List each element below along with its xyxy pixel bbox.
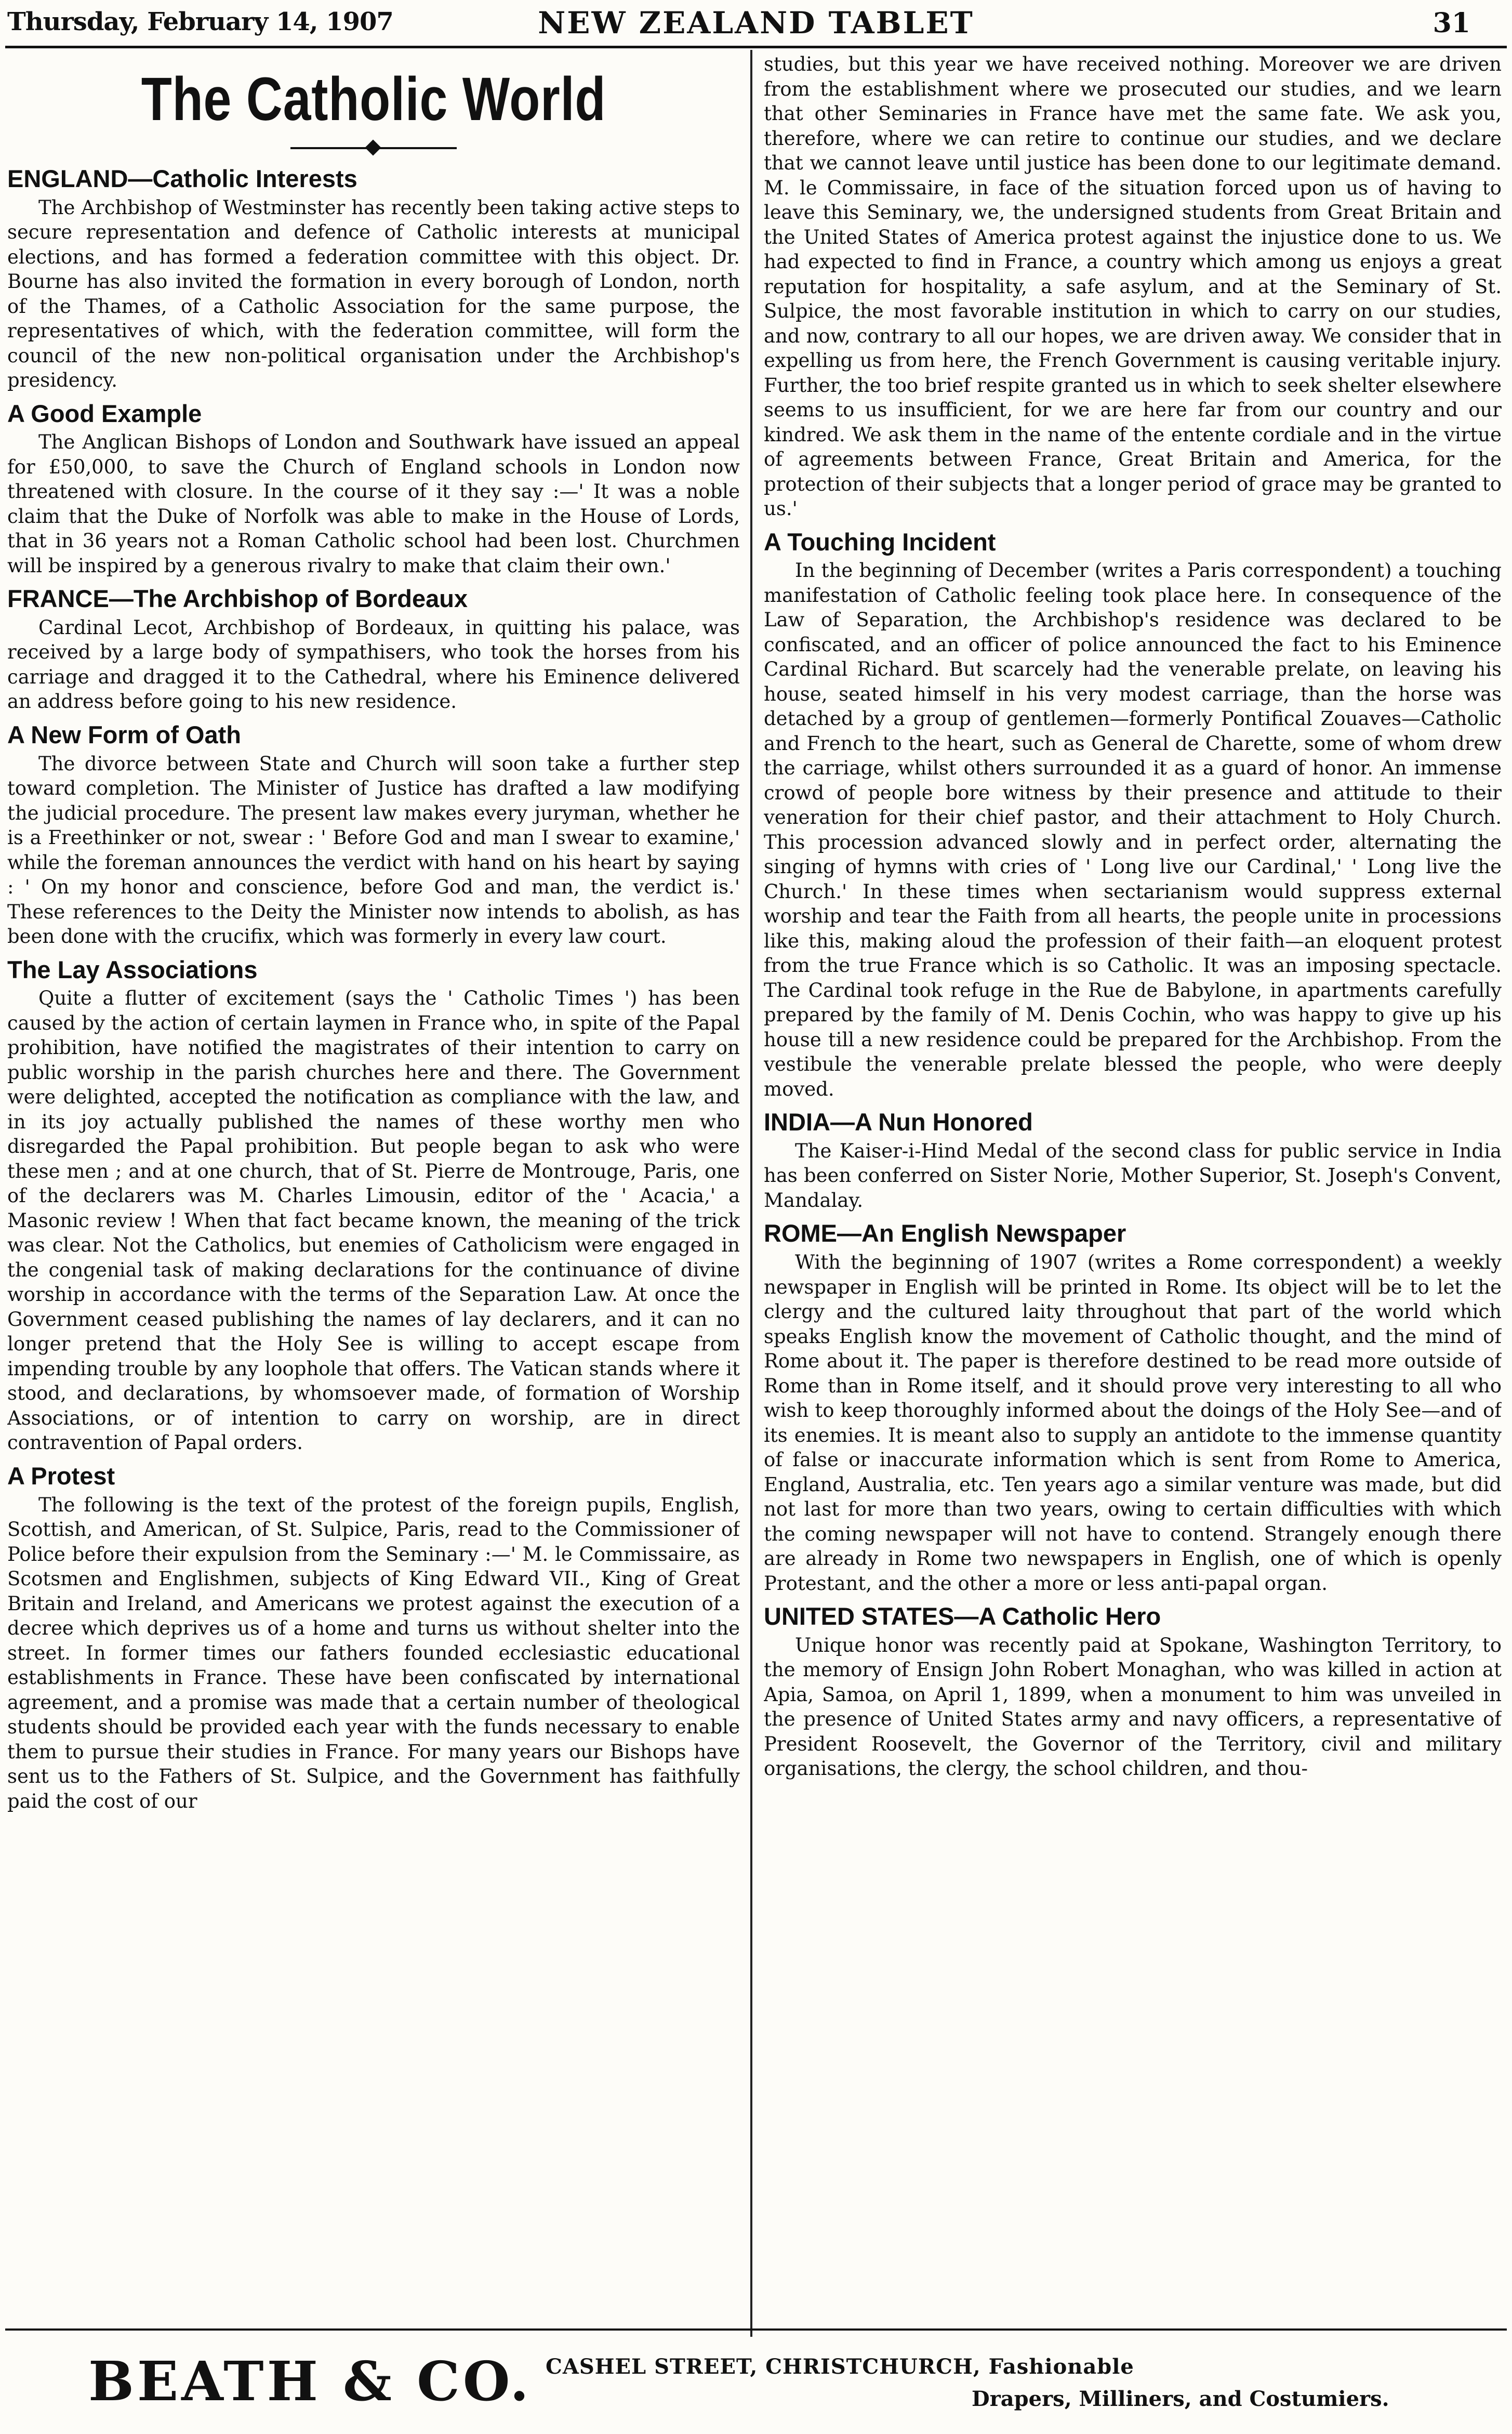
article-heading: ROME—An English Newspaper [764, 1219, 1126, 1247]
article-heading: A Protest [7, 1462, 115, 1490]
article-heading: A Touching Incident [764, 528, 996, 556]
article-paragraph: Quite a flutter of excitement (says the ' Catholic Times ') has been caused by the action of certain laymen in France who, in spite of the Papal prohibition, have notified the magistrates of their intention to carry on public worship in the parish churches here and there. The Government were delighted, accepted the notification as compliance with the law, and in its joy actually published the names of these worthy men who disregarded the Papal prohibition. But people began to ask who were these men ; and at one church, that of St. Pierre de Montrouge, Paris, one of the declarers was M. Charles Limousin, editor of the ' Acacia,' a Masonic review ! When that fact became known, the meaning of the trick was clear. Not the Catholics, but enemies of Catholicism were engaged in the congenial task of making declarations for the continuance of divine worship in accordance with the terms of the Separation Law. At once the Government ceased publishing the names of lay declarers, and it can no longer pretend that the Holy See is willing to accept escape from impending trouble by any loophole that offers. The Vatican stands where it stood, and declarations, by whomsoever made, of formation of Worship Associations, or of intention to carry on worship, are in direct contravention of Papal orders. [7, 987, 740, 1454]
advertiser-trade: Drapers, Milliners, and Costumiers. [972, 2387, 1389, 2411]
article-paragraph: With the beginning of 1907 (writes a Rome correspondent) a weekly newspaper in English will be printed in Rome. Its object will be to let the clergy and the cultured laity throughout that part of the world which speaks English know the movement of Catholic thought, and the mind of Rome about it. The paper is therefore destined to be read more outside of Rome than in Rome itself, and it should prove very interesting to all who wish to keep thoroughly informed about the doings of the Holy See—and of its enemies. It is meant also to supply an antidote to the immense quantity of false or inaccurate information which is sent from Rome to America, England, Australia, etc. Ten years ago a similar venture was made, but did not last for more than two years, owing to certain difficulties with which the coming newspaper will not have to contend. Strangely enough there are already in Rome two newspapers in English, one of which is openly Protestant, and the other a more or less anti-papal organ. [764, 1251, 1502, 1595]
advertisement-footer [0, 2328, 1512, 2434]
issue-date: Thursday, February 14, 1907 [7, 7, 393, 36]
article-heading: A Good Example [7, 399, 202, 427]
article-paragraph: The Kaiser-i-Hind Medal of the second class for public service in India has been conferred on Sister Norie, Mother Superior, St. Joseph's Convent, Mandalay. [764, 1139, 1502, 1212]
article-heading: ENGLAND—Catholic Interests [7, 164, 357, 192]
right-articles [764, 52, 1502, 1781]
left-articles [7, 165, 740, 1813]
page-header [0, 0, 1512, 48]
article-heading: FRANCE—The Archbishop of Bordeaux [7, 585, 468, 613]
advertiser-name: BEATH & CO. [88, 2349, 532, 2413]
header-rule [5, 46, 1507, 48]
article-paragraph: In the beginning of December (writes a Paris correspondent) a touching manifestation of Catholic feeling took place here. In consequence of the Law of Separation, the Archbishop's residence was declared to be confiscated, and an officer of police announced the fact to his Eminence Cardinal Richard. But scarcely had the venerable prelate, on leaving his house, seated himself in his very modest carriage, than the horse was detached by a group of gentlemen—formerly Pontifical Zouaves—Catholic and French to the heart, such as General de Charette, some of whom drew the carriage, whilst others surrounded it as a guard of honor. An immense crowd of people bore witness by their presence and attitude to their veneration for their chief pastor, and their attachment to Holy Church. This procession advanced slowly and in perfect order, alternating the singing of hymns with cries of ' Long live our Cardinal,' ' Long live the Church.' In these times when sectarianism would suppress external worship and tear the Faith from all hearts, the people unite in processions like this, making aloud the profession of their faith—an eloquent protest from the true France which is so Catholic. It was an imposing spectacle. The Cardinal took refuge in the Rue de Babylone, in apartments carefully prepared by the family of M. Denis Cochin, who was happy to give up his house till a new residence could be prepared for the Archbishop. From the vestibule the venerable prelate blessed the people, who were deeply moved. [764, 559, 1502, 1100]
article-heading: The Lay Associations [7, 955, 258, 983]
article-paragraph: studies, but this year we have received nothing. Moreover we are driven from the establishment where we prosecuted our studies, and we learn that other Seminaries in France have met the same fate. We ask you, therefore, where we can retire to continue our studies, and we declare that we cannot leave until justice has been done to our legitimate demand. M. le Commissaire, in face of the situation forced upon us of having to leave this Seminary, we, the undersigned students from Great Britain and the United States of America protest against the injustice done to us. We had expected to find in France, a country which among us enjoys a great reputation for hospitality, a safe asylum, and at the Seminary of St. Sulpice, the most favorable institution in which to carry on our studies, and now, contrary to all our hopes, we are driven away. We consider that in expelling us from here, the French Government is causing veritable injury. Further, the too brief respite granted us in which to seek shelter elsewhere seems to us insufficient, for we are here far from our country and our kindred. We ask them in the name of the entente cordiale and in the virtue of agreements between France, Great Britain and America, for the protection of their subjects that a longer period of grace may be granted to us.' [764, 53, 1502, 520]
article-heading: INDIA—A Nun Honored [764, 1108, 1033, 1136]
masthead-title: NEW ZEALAND TABLET [538, 5, 974, 41]
article-heading: A New Form of Oath [7, 720, 241, 748]
article-paragraph: The Archbishop of Westminster has recently been taking active steps to secure representation and defence of Catholic interests at municipal elections, and has formed a federation committee with this object. Dr. Bourne has also invited the formation in every borough of London, north of the Thames, of a Catholic Association for the same purpose, the representatives of which, with the federation committee, will form the council of the new non-political organisation under the Archbishop's presidency. [7, 196, 740, 392]
article-paragraph: Unique honor was recently paid at Spokane, Washington Territory, to the memory of Ensign John Robert Monaghan, who was killed in action at Apia, Samoa, on April 1, 1899, when a monument to him was unveiled in the presence of United States army and navy officers, a representative of President Roosevelt, the Governor of the Territory, civil and military organisations, the clergy, the school children, and thou- [764, 1634, 1502, 1780]
right-column [764, 52, 1502, 2326]
section-title: The Catholic World [141, 65, 606, 134]
article-paragraph: The following is the text of the protest of the foreign pupils, English, Scottish, and American, of St. Sulpice, Paris, read to the Commissioner of Police before their expulsion from the Seminary :—' M. le Commissaire, as Scotsmen and Englishmen, subjects of King Edward VII., King of Great Britain and Ireland, and Americans we protest against the execution of a decree which deprives us of a home and turns us without shelter into the street. In former times our fathers founded ecclesiastic educational establishments in France. These have been confiscated by international agreement, and a promise was made that a certain number of theological students should be provided each year with the funds necessary to enable them to pursue their studies in France. For many years our Bishops have sent us to the Fathers of St. Sulpice, and the Government has faithfully paid the cost of our [7, 1493, 740, 1812]
footer-rule [5, 2328, 1507, 2331]
diamond-ornament-icon [365, 139, 381, 155]
article-paragraph: Cardinal Lecot, Archbishop of Bordeaux, in quitting his palace, was received by a large body of sympathisers, who took the horses from his carriage and dragged it to the Cathedral, where his Eminence delivered an address before going to his new residence. [7, 616, 740, 713]
article-paragraph: The divorce between State and Church will soon take a further step toward completion. The Minister of Justice has drafted a law modifying the judicial procedure. The present law makes every juryman, whether he is a Freethinker or not, swear : ' Before God and man I swear to examine,' while the foreman announces the verdict with hand on his heart by saying : ' On my honor and conscience, before God and man, the verdict is.' These references to the Deity the Minister now intends to abolish, as has been done with the crucifix, which was formerly in every law court. [7, 752, 740, 948]
left-column [7, 52, 740, 2326]
column-divider [750, 50, 752, 2337]
page-number: 31 [1433, 7, 1470, 39]
article-heading: UNITED STATES—A Catholic Hero [764, 1602, 1161, 1630]
advertiser-address: CASHEL STREET, CHRISTCHURCH, Fashionable [546, 2354, 1134, 2379]
title-ornament [290, 140, 457, 156]
article-paragraph: The Anglican Bishops of London and Southwark have issued an appeal for £50,000, to save the Church of England schools in London now threatened with closure. In the course of it they say :—' It was a noble claim that the Duke of Norfolk was able to make in the House of Lords, that in 36 years not a Roman Catholic school had been lost. Churchmen will be inspired by a generous rivalry to make that claim their own.' [7, 431, 740, 577]
